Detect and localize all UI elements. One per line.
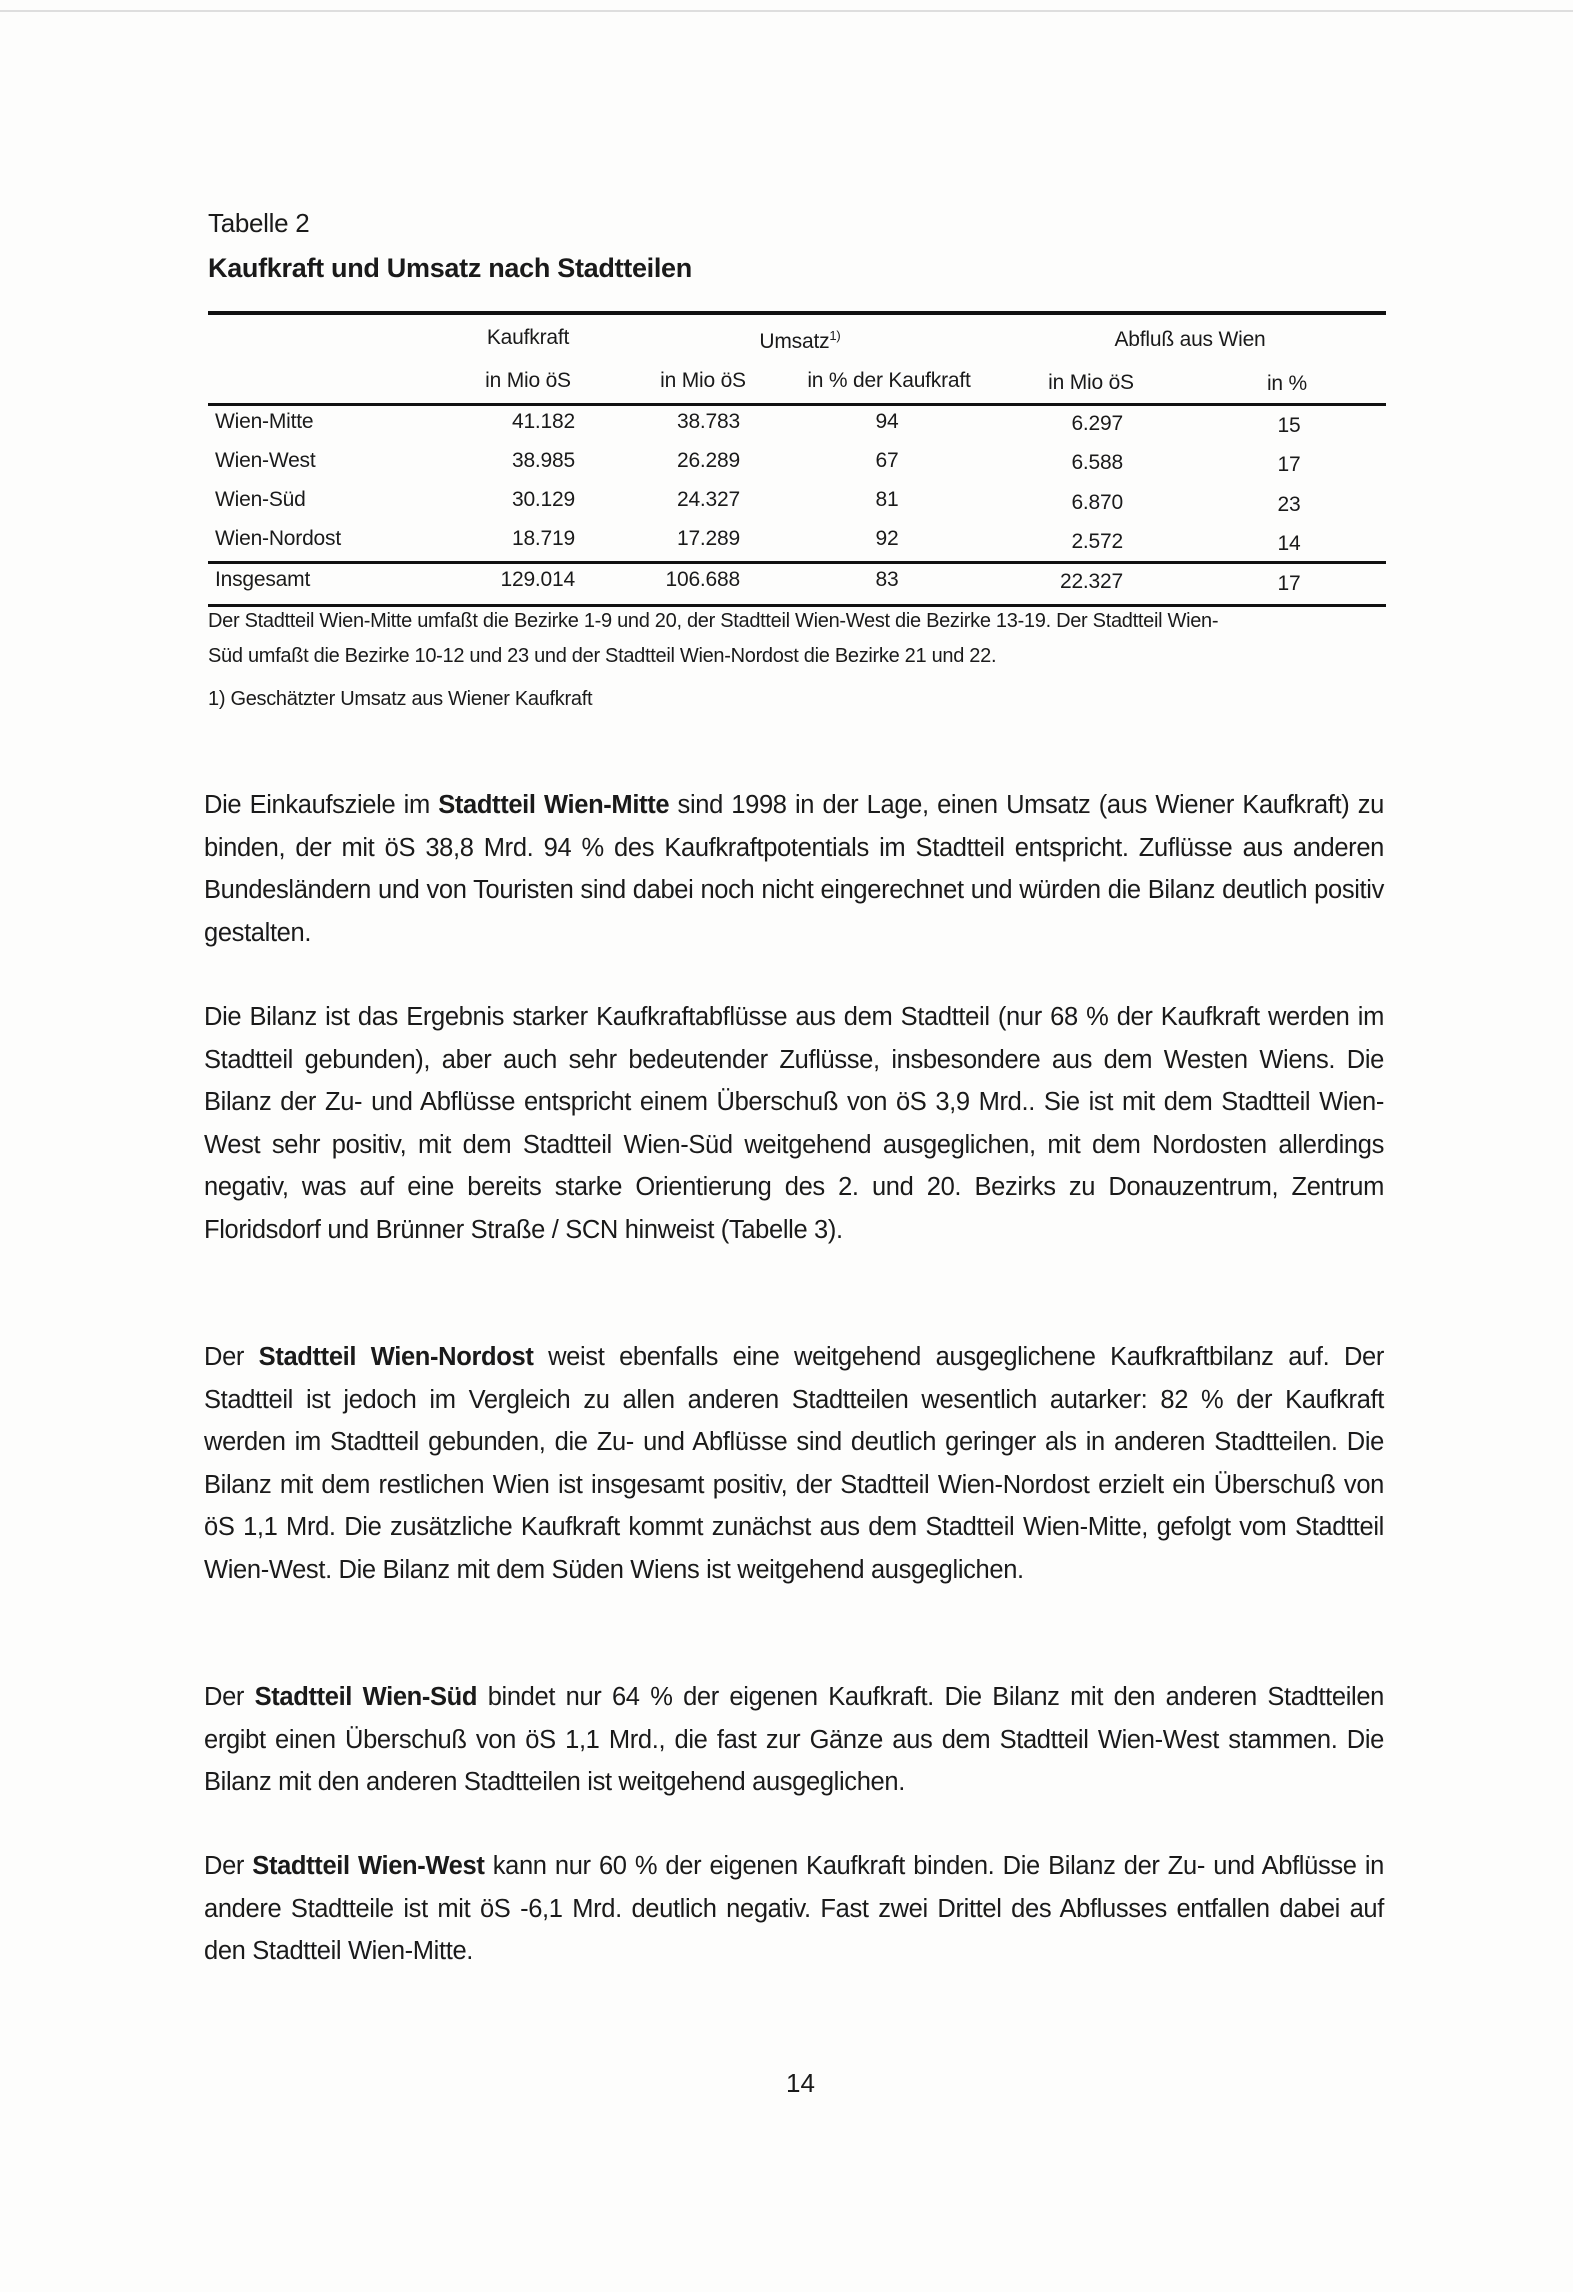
total-abfluss-mio: 22.327 [1059, 570, 1123, 593]
row-abfluss-pct: 17 [1277, 453, 1301, 476]
row-name: Wien-West [215, 449, 316, 472]
paragraph-wien-nordost [204, 1336, 1384, 1591]
row-umsatz-pct: 94 [875, 410, 899, 433]
para-text: Der [204, 1852, 253, 1880]
row-abfluss-mio: 6.297 [1071, 412, 1123, 435]
paragraph-bilanz [204, 996, 1384, 1251]
table-note-line-2: Süd umfaßt die Bezirke 10-12 und 23 und der Stadtteil Wien-Nordost die Bezirke 21 und 22. [208, 645, 997, 667]
para-text: Der [204, 1683, 255, 1711]
row-kaufkraft: 18.719 [511, 527, 575, 550]
row-umsatz-pct: 92 [875, 527, 899, 550]
table-note-line-1: Der Stadtteil Wien-Mitte umfaßt die Bezirke 1-9 und 20, der Stadtteil Wien-West die Bezirke 13-19. Der Stadtteil Wien- [208, 610, 1219, 632]
row-umsatz-mio: 17.289 [676, 527, 740, 550]
subheader-abfluss-pct: in % [1266, 372, 1308, 395]
paragraph-wien-sued [204, 1676, 1384, 1804]
header-umsatz-label: Umsatz [759, 330, 830, 353]
scan-edge-line [0, 10, 1573, 12]
row-name: Wien-Nordost [215, 527, 341, 550]
table-title: Kaufkraft und Umsatz nach Stadtteilen [208, 253, 692, 283]
total-umsatz-mio: 106.688 [665, 568, 740, 591]
row-kaufkraft: 30.129 [511, 488, 575, 511]
row-abfluss-pct: 14 [1277, 532, 1301, 555]
total-kaufkraft: 129.014 [500, 568, 575, 591]
para-bold: Stadtteil Wien-Nordost [258, 1343, 534, 1371]
row-kaufkraft: 41.182 [511, 410, 575, 433]
row-umsatz-mio: 38.783 [676, 410, 740, 433]
row-umsatz-pct: 67 [875, 449, 899, 472]
footnote-mark: 1) [829, 328, 841, 343]
row-abfluss-mio: 2.572 [1071, 530, 1123, 553]
row-abfluss-mio: 6.588 [1071, 451, 1123, 474]
subheader-kaufkraft-mio: in Mio öS [485, 369, 571, 392]
table-top-rule [208, 311, 1386, 315]
para-text: weist ebenfalls eine weitgehend ausgeglichene Kaufkraftbilanz auf. Der Stadtteil ist jedoch im Vergleich zu allen anderen Stadtteilen wesentlich autarker: 82 % der Kaufkraft werden im Stadtteil gebunden, die Zu- und Abflüsse sind deutlich geringer als in anderen Stadtteilen. Die Bilanz mit dem restlichen Wien ist insgesamt positiv, der Stadtteil Wien-Nordost erzielt ein Überschuß von öS 1,1 Mrd. Die zusätzliche Kaufkraft kommt zunächst aus dem Stadtteil Wien-Mitte, gefolgt vom Stadtteil Wien-West. Die Bilanz mit dem Süden Wiens ist weitgehend ausgeglichen. [204, 1343, 1384, 1584]
para-text: kann nur 60 % der eigenen Kaufkraft binden. Die Bilanz der Zu- und Abflüsse in andere Stadtteile ist mit öS -6,1 Mrd. deutlich negativ. Fast zwei Drittel des Abflusses entfallen dabei auf den Stadtteil Wien-Mitte. [204, 1852, 1384, 1965]
page-number: 14 [786, 2068, 815, 2098]
paragraph-wien-mitte [204, 784, 1384, 954]
subheader-abfluss-mio: in Mio öS [1048, 371, 1134, 394]
row-abfluss-pct: 23 [1277, 493, 1301, 516]
subheader-umsatz-pct: in % der Kaufkraft [807, 369, 971, 392]
table-footnote: 1) Geschätzter Umsatz aus Wiener Kaufkraft [208, 688, 593, 710]
total-name: Insgesamt [215, 568, 311, 591]
table-caption: Tabelle 2 [208, 208, 310, 238]
row-name: Wien-Mitte [215, 410, 314, 433]
para-text: sind 1998 in der Lage, einen Umsatz (aus Wiener Kaufkraft) zu binden, der mit öS 38,8 Mrd. 94 % des Kaufkraftpotentials im Stadtteil entspricht. Zuflüsse aus anderen Bundesländern und von Touristen sind dabei noch nicht eingerechnet und würden die Bilanz deutlich positiv gestalten. [204, 791, 1384, 947]
paragraph-wien-west [204, 1845, 1384, 1973]
para-bold: Stadtteil Wien-Süd [254, 1683, 478, 1711]
row-umsatz-mio: 26.289 [676, 449, 740, 472]
header-abfluss: Abfluß aus Wien [1114, 328, 1266, 351]
para-text: Die Einkaufsziele im [204, 791, 439, 819]
subheader-umsatz-mio: in Mio öS [660, 369, 746, 392]
total-abfluss-pct: 17 [1277, 572, 1301, 595]
row-name: Wien-Süd [215, 488, 306, 511]
header-kaufkraft: Kaufkraft [486, 326, 570, 349]
table-bottom-rule [208, 604, 1386, 607]
row-abfluss-mio: 6.870 [1071, 491, 1123, 514]
para-bold: Stadtteil Wien-Mitte [438, 791, 670, 819]
para-text: bindet nur 64 % der eigenen Kaufkraft. Die Bilanz mit den anderen Stadtteilen ergibt einen Überschuß von öS 1,1 Mrd., die fast zur Gänze aus dem Stadtteil Wien-West stammen. Die Bilanz mit den anderen Stadtteilen ist weitgehend ausgeglichen. [204, 1683, 1385, 1796]
para-text: Der [204, 1343, 259, 1371]
row-kaufkraft: 38.985 [511, 449, 575, 472]
table-header-rule [208, 403, 1386, 406]
total-umsatz-pct: 83 [875, 568, 899, 591]
row-umsatz-mio: 24.327 [676, 488, 740, 511]
header-umsatz [759, 328, 840, 354]
para-bold: Stadtteil Wien-West [252, 1852, 485, 1880]
table-total-rule [208, 561, 1386, 564]
row-umsatz-pct: 81 [875, 488, 899, 511]
para-text: Die Bilanz ist das Ergebnis starker Kaufkraftabflüsse aus dem Stadtteil (nur 68 % der Kaufkraft werden im Stadtteil gebunden), aber auch sehr bedeutender Zuflüsse, insbesondere aus dem Westen Wiens. Die Bilanz der Zu- und Abflüsse entspricht einem Überschuß von öS 3,9 Mrd.. Sie ist mit dem Stadtteil Wien-West sehr positiv, mit dem Stadtteil Wien-Süd weitgehend ausgeglichen, mit dem Nordosten allerdings negativ, was auf eine bereits starke Orientierung des 2. und 20. Bezirks zu Donauzentrum, Zentrum Floridsdorf und Brünner Straße / SCN hinweist (Tabelle 3). [204, 1003, 1384, 1244]
row-abfluss-pct: 15 [1277, 414, 1301, 437]
